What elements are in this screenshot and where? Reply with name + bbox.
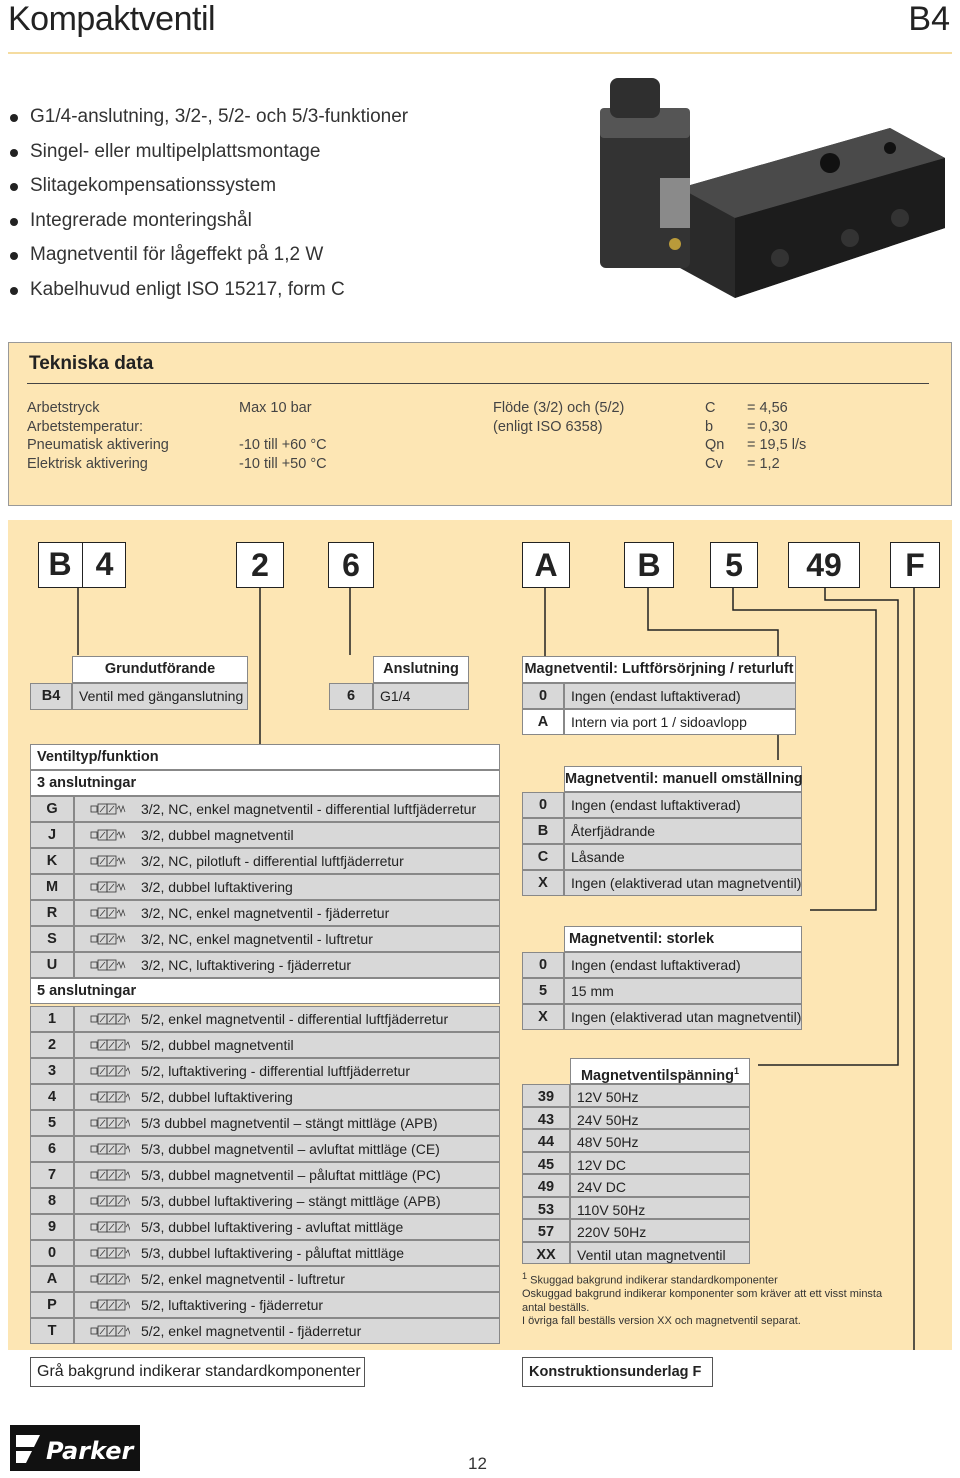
footnote-mark: 1 (734, 1066, 740, 1076)
option-code: 57 (522, 1219, 570, 1242)
valve-type-code: M (30, 874, 74, 900)
code-char: 49 (788, 542, 860, 588)
valve-type-label: 5/2, enkel magnetventil - fjäderretur (74, 1318, 500, 1344)
option-label: 220V 50Hz (570, 1219, 750, 1242)
valve-symbol-icon (90, 1037, 130, 1053)
option-code: 0 (522, 952, 564, 978)
valve-type-code: K (30, 848, 74, 874)
technical-data-title: Tekniska data (29, 353, 154, 374)
valve-type-label: 5/2, enkel magnetventil - luftretur (74, 1266, 500, 1292)
basic-design-header: Grundutförande (72, 656, 248, 683)
feature-item: G1/4-anslutning, 3/2-, 5/2- och 5/3-funktioner (10, 100, 408, 135)
option-code: X (522, 1004, 564, 1030)
valve-symbol-icon (90, 1011, 130, 1027)
code-char: 2 (236, 542, 284, 588)
valve-symbol-icon (90, 1297, 130, 1313)
option-label: 24V 50Hz (570, 1107, 750, 1130)
valve-type-subheader-3: 3 anslutningar (30, 770, 500, 796)
valve-type-label: 5/2, dubbel magnetventil (74, 1032, 500, 1058)
flow-value: = 1,2 (747, 455, 780, 472)
option-label: Ingen (endast luftaktiverad) (564, 952, 802, 978)
option-label: 12V 50Hz (570, 1084, 750, 1107)
valve-type-code: U (30, 952, 74, 978)
feature-item: Slitagekompensationssystem (10, 169, 408, 204)
tech-label: Arbetstemperatur: (27, 418, 144, 435)
option-code: 5 (522, 978, 564, 1004)
valve-type-code: 3 (30, 1058, 74, 1084)
tech-values (239, 399, 327, 473)
valve-type-code: 0 (30, 1240, 74, 1266)
valve-type-label: 5/3, dubbel magnetventil – påluftat mittläge (PC) (74, 1162, 500, 1188)
tech-value (239, 418, 327, 437)
code-char: B (624, 542, 674, 588)
air-supply-code: A (522, 709, 564, 735)
valve-type-code: G (30, 796, 74, 822)
valve-type-code: A (30, 1266, 74, 1292)
valve-type-code: 8 (30, 1188, 74, 1214)
valve-type-code: 7 (30, 1162, 74, 1188)
product-code: B4 (908, 0, 950, 38)
flow-symbol: Cv (705, 455, 723, 472)
valve-type-label: 5/2, luftaktivering - differential luftfjäderretur (74, 1058, 500, 1084)
flow-symbols (705, 399, 724, 473)
valve-symbol-icon (90, 1245, 130, 1261)
option-label: Återfjädrande (564, 818, 802, 844)
option-code: 44 (522, 1129, 570, 1152)
flow-symbol: b (705, 418, 714, 435)
voltage-header (570, 1058, 750, 1084)
feature-item: Singel- eller multipelplattsmontage (10, 135, 408, 170)
option-code: X (522, 870, 564, 896)
design-basis-note: Konstruktionsunderlag F (522, 1357, 713, 1387)
valve-symbol-icon (90, 1219, 130, 1235)
valve-symbol-icon (90, 1115, 130, 1131)
tech-label: Elektrisk aktivering (27, 455, 148, 472)
valve-type-code: R (30, 900, 74, 926)
valve-type-label: 3/2, NC, enkel magnetventil - luftretur (74, 926, 500, 952)
valve-symbol-icon (90, 1141, 130, 1157)
option-label: 12V DC (570, 1152, 750, 1175)
valve-type-code: 5 (30, 1110, 74, 1136)
feature-item: Integrerade monteringshål (10, 204, 408, 239)
valve-type-label: 5/2, dubbel luftaktivering (74, 1084, 500, 1110)
valve-type-label: 5/3, dubbel luftaktivering - påluftat mittläge (74, 1240, 500, 1266)
code-char: 6 (328, 542, 374, 588)
valve-symbol-icon (90, 1323, 130, 1339)
footnote-text: Skuggad bakgrund indikerar standardkomponenter (530, 1274, 778, 1287)
valve-symbol-icon (90, 827, 130, 843)
flow-values (747, 399, 806, 473)
flow-value: = 0,30 (747, 418, 788, 435)
valve-type-label: 3/2, NC, enkel magnetventil - fjäderretur (74, 900, 500, 926)
valve-type-label: 3/2, dubbel luftaktivering (74, 874, 500, 900)
flow-label-line: (enligt ISO 6358) (493, 418, 603, 435)
tech-label: Arbetstryck (27, 400, 100, 416)
technical-data-panel (8, 342, 952, 506)
valve-product-image (560, 68, 950, 318)
valve-type-label: 5/3, dubbel magnetventil – avluftat mittläge (CE) (74, 1136, 500, 1162)
feature-item: Kabelhuvud enligt ISO 15217, form C (10, 273, 408, 308)
header-divider (8, 52, 952, 54)
valve-type-header: Ventiltyp/funktion (30, 744, 500, 770)
option-label: 15 mm (564, 978, 802, 1004)
valve-symbol-icon (90, 801, 130, 817)
tech-label: Pneumatisk aktivering (27, 437, 169, 454)
feature-item: Magnetventil för lågeffekt på 1,2 W (10, 238, 408, 273)
tech-labels (27, 399, 169, 473)
valve-symbol-icon (90, 1089, 130, 1105)
option-code: 39 (522, 1084, 570, 1107)
valve-type-subheader-5: 5 anslutningar (30, 978, 500, 1004)
basic-design-code: B4 (30, 683, 72, 710)
code-char: F (890, 542, 940, 588)
valve-type-label: 5/2, enkel magnetventil - differential luftfjäderretur (74, 1006, 500, 1032)
option-code: XX (522, 1242, 570, 1265)
valve-type-label: 3/2, NC, enkel magnetventil - differential luftfjäderretur (74, 796, 500, 822)
valve-type-code: 6 (30, 1136, 74, 1162)
page-number: 12 (468, 1454, 487, 1473)
voltage-header-text: Magnetventilspänning (580, 1067, 735, 1084)
code-char: A (522, 542, 570, 588)
code-char: 5 (710, 542, 758, 588)
valve-symbol-icon (90, 879, 130, 895)
tech-value: Max 10 bar (239, 400, 312, 416)
valve-type-code: 2 (30, 1032, 74, 1058)
tech-value: -10 till +60 °C (239, 437, 327, 454)
flow-label (493, 399, 624, 436)
footnote-line-2: Oskuggad bakgrund indikerar komponenter som kräver att ett visst minsta antal beställs. (522, 1288, 883, 1314)
valve-type-label: 5/2, luftaktivering - fjäderretur (74, 1292, 500, 1318)
valve-type-label: 3/2, dubbel magnetventil (74, 822, 500, 848)
option-label: Ingen (elaktiverad utan magnetventil) (564, 870, 802, 896)
option-label: Ingen (endast luftaktiverad) (564, 792, 802, 818)
valve-type-label: 5/3 dubbel magnetventil – stängt mittläge (APB) (74, 1110, 500, 1136)
option-code: 53 (522, 1197, 570, 1220)
option-code: 43 (522, 1107, 570, 1130)
parker-logo (10, 1425, 140, 1471)
code-char: 4 (82, 542, 126, 588)
option-label: 48V 50Hz (570, 1129, 750, 1152)
flow-label-line: Flöde (3/2) och (5/2) (493, 400, 625, 416)
option-code: 49 (522, 1174, 570, 1197)
basic-design-label: Ventil med gänganslutning (72, 683, 248, 710)
flow-value: = 4,56 (747, 400, 788, 416)
option-label: 24V DC (570, 1174, 750, 1197)
flow-symbol: Qn (705, 437, 725, 454)
manual-override-header: Magnetventil: manuell omställning (564, 766, 802, 792)
option-label: Ventil utan magnetventil (570, 1242, 750, 1265)
solenoid-size-header: Magnetventil: storlek (564, 926, 802, 952)
footnote-mark: 1 (522, 1271, 528, 1281)
valve-symbol-icon (90, 905, 130, 921)
footnote-line-3: I övriga fall beställs version XX och magnetventil separat. (522, 1315, 801, 1328)
valve-type-code: S (30, 926, 74, 952)
option-code: B (522, 818, 564, 844)
valve-symbol-icon (90, 1167, 130, 1183)
feature-list (10, 100, 408, 308)
footnote (522, 1270, 902, 1329)
valve-symbol-icon (90, 931, 130, 947)
valve-type-label: 3/2, NC, luftaktivering - fjäderretur (74, 952, 500, 978)
brand-text: Parker (46, 1437, 134, 1465)
standard-note: Grå bakgrund indikerar standardkomponenter (30, 1357, 365, 1387)
connection-header: Anslutning (373, 656, 469, 683)
option-code: C (522, 844, 564, 870)
option-label: 110V 50Hz (570, 1197, 750, 1220)
air-supply-code: 0 (522, 683, 564, 709)
valve-type-code: 4 (30, 1084, 74, 1110)
tech-value: -10 till +50 °C (239, 455, 327, 472)
valve-type-code: P (30, 1292, 74, 1318)
flow-value: = 19,5 l/s (747, 437, 807, 454)
code-char: B (48, 546, 72, 582)
divider (27, 383, 929, 384)
valve-type-label: 3/2, NC, pilotluft - differential luftfjäderretur (74, 848, 500, 874)
valve-type-code: J (30, 822, 74, 848)
valve-type-label: 5/3, dubbel luftaktivering – stängt mittläge (APB) (74, 1188, 500, 1214)
footnote-line-1 (522, 1270, 902, 1288)
option-label: Ingen (elaktiverad utan magnetventil) (564, 1004, 802, 1030)
valve-symbol-icon (90, 853, 130, 869)
page-title: Kompaktventil (8, 0, 216, 38)
valve-type-code: 1 (30, 1006, 74, 1032)
valve-type-label: 5/3, dubbel luftaktivering - avluftat mittläge (74, 1214, 500, 1240)
valve-symbol-icon (90, 1193, 130, 1209)
option-code: 45 (522, 1152, 570, 1175)
option-code: 0 (522, 792, 564, 818)
option-label: Låsande (564, 844, 802, 870)
valve-symbol-icon (90, 1271, 130, 1287)
valve-type-code: 9 (30, 1214, 74, 1240)
air-supply-label: Intern via port 1 / sidoavlopp (564, 709, 796, 735)
air-supply-header: Magnetventil: Luftförsörjning / returluft (522, 656, 796, 683)
valve-symbol-icon (90, 957, 130, 973)
flow-symbol: C (705, 400, 716, 416)
air-supply-label: Ingen (endast luftaktiverad) (564, 683, 796, 709)
valve-type-code: T (30, 1318, 74, 1344)
connection-label: G1/4 (373, 683, 469, 710)
connection-code: 6 (329, 683, 373, 710)
valve-symbol-icon (90, 1063, 130, 1079)
